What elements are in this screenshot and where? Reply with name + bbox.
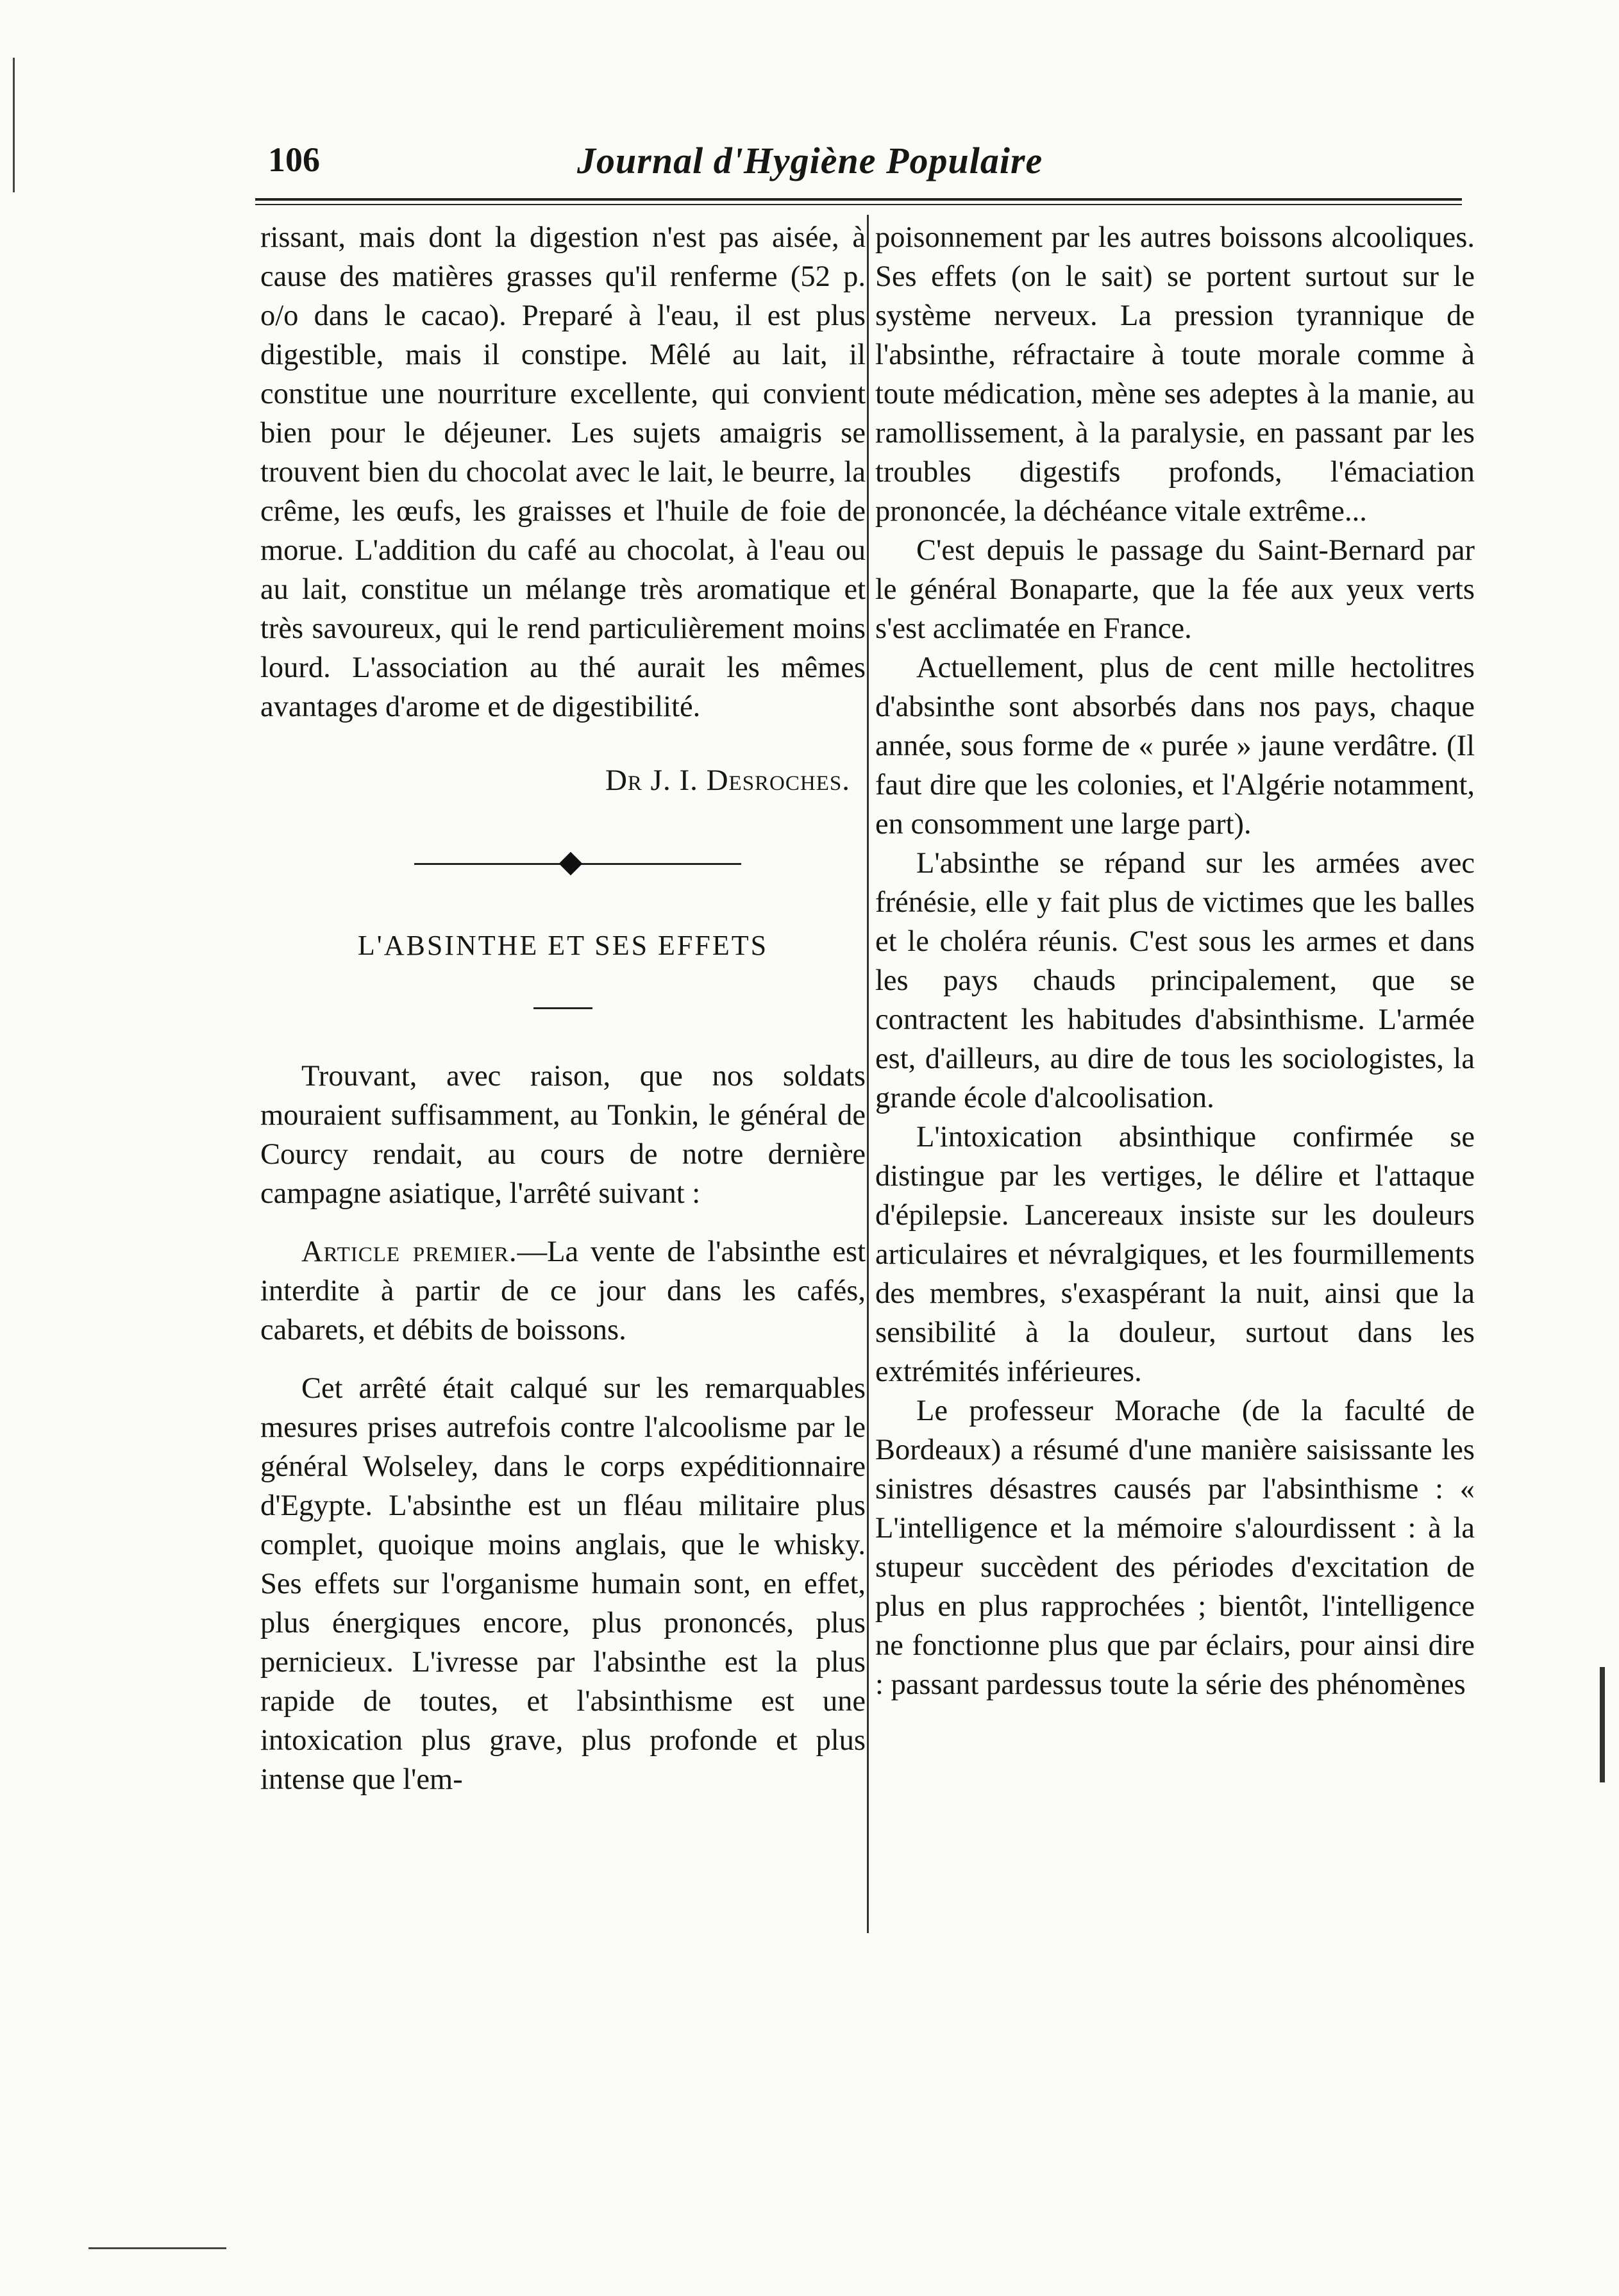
header-rule-thin bbox=[255, 204, 1462, 205]
paragraph: rissant, mais dont la digestion n'est pas aisée, à cause des matières grasses qu'il renferme (52 p. o/o dans le cacao). Preparé à l'eau, il est plus digestible, mais il constipe. Mêlé au lait, il constitue une nourriture excellente, qui convient bien pour le déjeuner. Les sujets amaigris se trouvent bien du chocolat avec le lait, le beurre, la crême, les œufs, les graisses et l'huile de foie de morue. L'addition du café au chocolat, à l'eau ou au lait, constitue un mélange très aromatique et très savoureux, qui le rend particulièrement moins lourd. L'association au thé aurait les mêmes avantages d'arome et de digestibilité. bbox=[260, 221, 866, 723]
paragraph: L'absinthe se répand sur les armées avec frénésie, elle y fait plus de victimes que les balles et le choléra réunis. C'est sous les armes et dans les pays chauds principalement, que se contractent les habitudes d'absinthisme. L'armée est, d'ailleurs, au dire de tous les sociologistes, la grande école d'alcoolisation. bbox=[875, 847, 1475, 1114]
left-column bbox=[260, 218, 866, 1799]
section-ornament bbox=[260, 826, 866, 877]
paragraph: Trouvant, avec raison, que nos soldats mouraient suffisamment, au Tonkin, le général de Courcy rendait, au cours de notre dernière campagne asiatique, l'arrêté suivant : bbox=[260, 1060, 866, 1210]
paragraph: Le professeur Morache (de la faculté de Bordeaux) a résumé d'une manière saisissante les sinistres désastres causés par l'absinthisme : « L'intelligence et la mémoire s'alourdissent : à la stupeur succèdent des périodes d'excitation de plus en plus rapprochées ; bientôt, l'intelligence ne fonctionne plus que par éclairs, pour ainsi dire : passant pardessus toute la série des phénomènes bbox=[875, 1395, 1475, 1701]
paragraph: Actuellement, plus de cent mille hectolitres d'absinthe sont absorbés dans nos pays, chaque année, sous forme de « purée » jaune verdâtre. (Il faut dire que les colonies, et l'Algérie notamment, en consomment une large part). bbox=[875, 651, 1475, 841]
scan-edge-mark bbox=[1600, 1667, 1605, 1782]
running-title: Journal d'Hygiène Populaire bbox=[577, 140, 1043, 181]
right-column bbox=[875, 218, 1475, 1704]
header-rule bbox=[255, 198, 1462, 201]
ornament-diamond bbox=[559, 852, 583, 876]
scan-edge-mark bbox=[13, 58, 15, 192]
page-number: 106 bbox=[268, 140, 320, 179]
title-rule bbox=[533, 1007, 592, 1009]
author-signature: Dr J. I. Desroches. bbox=[605, 764, 850, 797]
paragraph: L'intoxication absinthique confirmée se distingue par les vertiges, le délire et l'attaque d'épilepsie. Lancereaux insiste sur les douleurs articulaires et névralgiques, et les fourmillements des membres, s'exaspérant la nuit, ainsi que la sensibilité à la douleur, surtout dans les extrémités inférieures. bbox=[875, 1121, 1475, 1388]
decree-text: —La vente de l'absinthe est interdite à partir de ce jour dans les cafés, cabarets, et débits de boissons. bbox=[260, 1236, 866, 1346]
column-divider bbox=[867, 215, 869, 1933]
scan-edge-mark bbox=[88, 2247, 226, 2249]
paragraph: C'est depuis le passage du Saint-Bernard par le général Bonaparte, que la fée aux yeux verts s'est acclimatée en France. bbox=[875, 534, 1475, 645]
article-title: L'ABSINTHE ET SES EFFETS bbox=[357, 930, 769, 961]
decree-lead: Article premier. bbox=[301, 1236, 517, 1268]
paragraph: poisonnement par les autres boissons alcooliques. Ses effets (on le sait) se portent surtout sur le système nerveux. La pression tyrannique de l'absinthe, réfractaire à toute morale comme à toute médication, mène ses adeptes à la manie, au ramollissement, à la paralysie, en passant par les troubles digestifs profonds, l'émaciation prononcée, la déchéance vitale extrême... bbox=[875, 221, 1475, 528]
paragraph: Cet arrêté était calqué sur les remarquables mesures prises autrefois contre l'alcoolisme par le général Wolseley, dans le corps expéditionnaire d'Egypte. L'absinthe est un fléau militaire plus complet, quoique moins anglais, que le whisky. Ses effets sur l'organisme humain sont, en effet, plus énergiques encore, plus prononcés, plus pernicieux. L'ivresse par l'absinthe est la plus rapide de toutes, et l'absinthisme est une intoxication plus grave, plus profonde et plus intense que l'em- bbox=[260, 1372, 866, 1796]
decree-paragraph bbox=[260, 1232, 866, 1350]
